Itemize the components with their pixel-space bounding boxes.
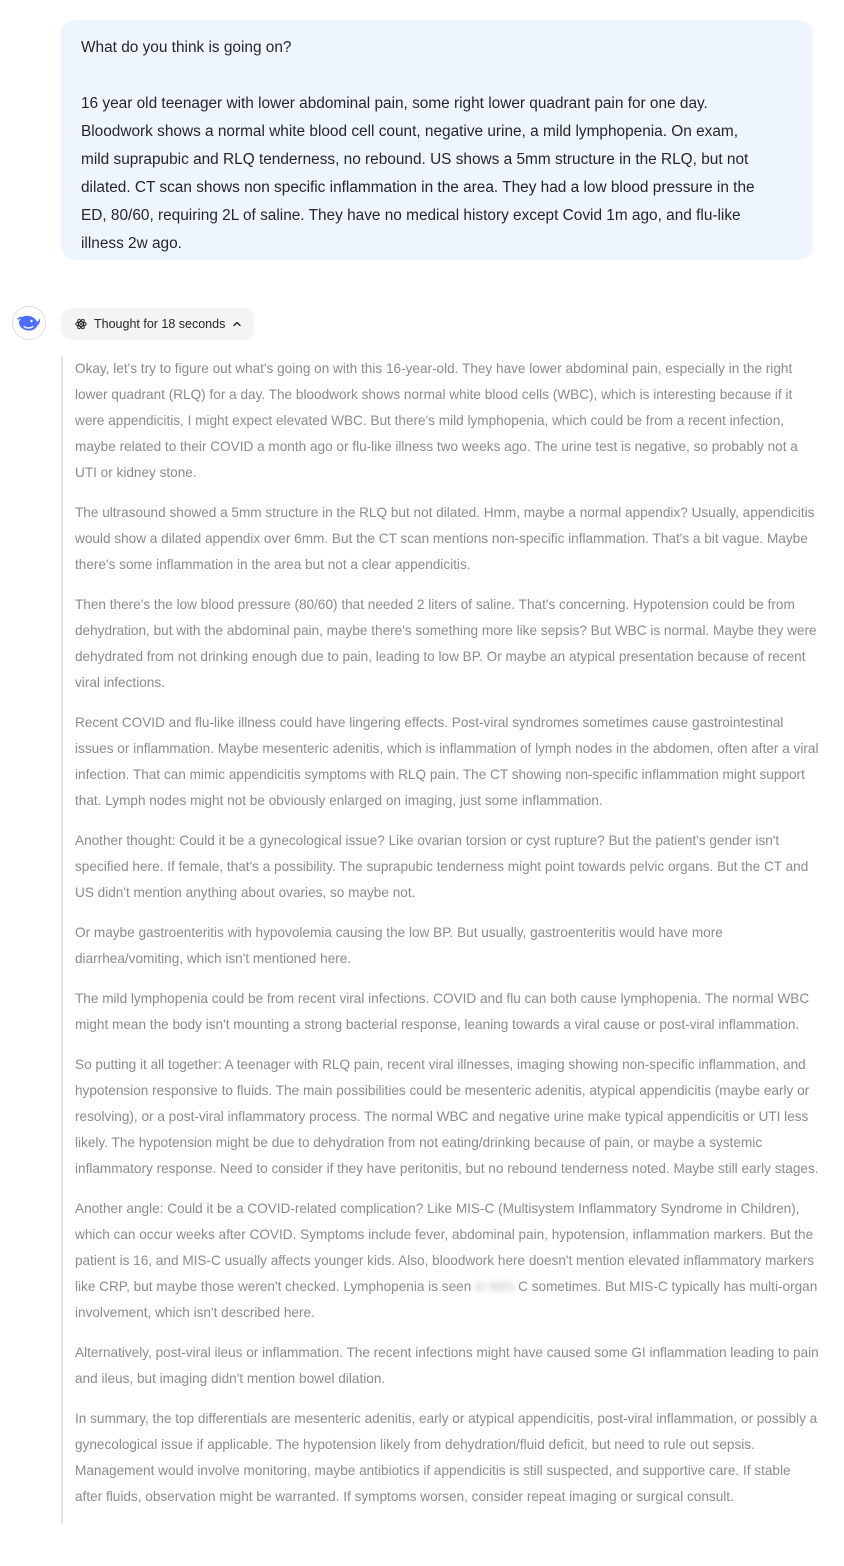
user-message-line: dilated. CT scan shows non specific inflammation in the area. They had a low blood pressure in the xyxy=(81,179,755,196)
chevron-up-icon xyxy=(232,319,242,329)
paragraph-gap xyxy=(81,62,793,90)
thinking-paragraph: The mild lymphopenia could be from recent viral infections. COVID and flu can both cause lymphopenia. The normal WBC might mean the body isn't mounting a strong bacterial response, leaning towards a viral cause or post-viral inflammation. xyxy=(75,991,810,1032)
thought-toggle-button[interactable] xyxy=(61,308,254,340)
thought-toggle-label: Thought for 18 seconds xyxy=(94,317,226,331)
user-message-line: illness 2w ago. xyxy=(81,235,182,252)
user-message-line: ED, 80/60, requiring 2L of saline. They have no medical history except Covid 1m ago, and flu-like xyxy=(81,207,741,224)
user-message-bubble xyxy=(61,20,813,260)
thinking-paragraph: So putting it all together: A teenager with RLQ pain, recent viral illnesses, imaging showing non-specific inflammation, and hypotension responsive to fluids. The main possibilities could be mesenteric adenitis, atypical appendicitis (maybe early or resolving), or a post-viral inflammatory process. The normal WBC and negative urine make typical appendicitis or UTI less likely. The hypotension might be due to dehydration from not eating/drinking because of pain, or maybe a systemic inflammatory response. Need to consider if they have peritonitis, but no rebound tenderness noted. Maybe still early stages. xyxy=(75,1057,819,1176)
thinking-content xyxy=(61,356,821,1524)
thinking-text: C sometimes. But MIS-C typically has multi-organ involvement, which isn't described here. xyxy=(75,1279,818,1320)
thinking-paragraph: Then there's the low blood pressure (80/60) that needed 2 liters of saline. That's concerning. Hypotension could be from dehydration, but with the abdominal pain, maybe there's something more like sepsis? But WBC is normal. Maybe they were dehydrated from not drinking enough due to pain, leading to low BP. Or maybe an atypical presentation because of recent viral infections. xyxy=(75,597,817,690)
thinking-paragraph: Okay, let's try to figure out what's going on with this 16-year-old. They have lower abdominal pain, especially in the right lower quadrant (RLQ) for a day. The bloodwork shows normal white blood cells (WBC), which is interesting because if it were appendicitis, I might expect elevated WBC. But there's mild lymphopenia, which could be from a recent infection, maybe related to their COVID a month ago or flu-like illness two weeks ago. The urine test is negative, so probably not a UTI or kidney stone. xyxy=(75,361,798,480)
thinking-paragraph: In summary, the top differentials are mesenteric adenitis, early or atypical appendicitis, post-viral inflammation, or possibly a gynecological issue if applicable. The hypotension likely from dehydration/fluid deficit, but need to rule out sepsis. Management would involve monitoring, maybe antibiotics if appendicitis is still suspected, and supportive care. If stable after fluids, observation might be warranted. If symptoms worsen, consider repeat imaging or surgical consult. xyxy=(75,1411,818,1504)
thinking-paragraph: Alternatively, post-viral ileus or inflammation. The recent infections might have caused some GI inflammation leading to pain and ileus, but imaging didn't mention bowel dilation. xyxy=(75,1345,819,1386)
assistant-avatar xyxy=(12,306,46,340)
user-message-line: Bloodwork shows a normal white blood cell count, negative urine, a mild lymphopenia. On exam, xyxy=(81,123,739,140)
whale-logo-icon xyxy=(17,313,41,333)
blurred-text: in MIS- xyxy=(471,1279,519,1294)
thinking-paragraph: Another thought: Could it be a gynecological issue? Like ovarian torsion or cyst rupture? But the patient's gender isn't specified here. If female, that's a possibility. The suprapubic tenderness might point towards pelvic organs. But the CT and US didn't mention anything about ovaries, so maybe not. xyxy=(75,833,809,900)
thinking-text: Another angle: Could it be a COVID-related complication? Like MIS-C (Multisystem Inflammatory Syndrome in Children), which can occur weeks after COVID. Symptoms include fever, abdominal pain, hypotension, inflammation markers. But the patient is 16, and MIS-C usually affects younger kids. Also, bloodwork here doesn't mention elevated inflammatory markers like CRP, but maybe those weren't checked. Lymphopenia is seen xyxy=(75,1201,815,1294)
user-message-line: mild suprapubic and RLQ tenderness, no rebound. US shows a 5mm structure in the RLQ, but not xyxy=(81,151,749,168)
thinking-paragraph: The ultrasound showed a 5mm structure in the RLQ but not dilated. Hmm, maybe a normal appendix? Usually, appendicitis would show a dilated appendix over 6mm. But the CT scan mentions non-specific inflammation. That's a bit vague. Maybe there's some inflammation in the area but not a clear appendicitis. xyxy=(75,505,815,572)
user-question: What do you think is going on? xyxy=(81,39,292,56)
user-message-line: 16 year old teenager with lower abdominal pain, some right lower quadrant pain for one day. xyxy=(81,95,708,112)
thinking-paragraph: Recent COVID and flu-like illness could have lingering effects. Post-viral syndromes sometimes cause gastrointestinal issues or inflammation. Maybe mesenteric adenitis, which is inflammation of lymph nodes in the abdomen, often after a viral infection. That can mimic appendicitis symptoms with RLQ pain. The CT showing non-specific inflammation might support that. Lymph nodes might not be obviously enlarged on imaging, just some inflammation. xyxy=(75,715,819,808)
thinking-paragraph xyxy=(75,1196,821,1326)
atom-icon xyxy=(75,318,87,330)
thinking-paragraph: Or maybe gastroenteritis with hypovolemia causing the low BP. But usually, gastroenteritis would have more diarrhea/vomiting, which isn't mentioned here. xyxy=(75,925,723,966)
